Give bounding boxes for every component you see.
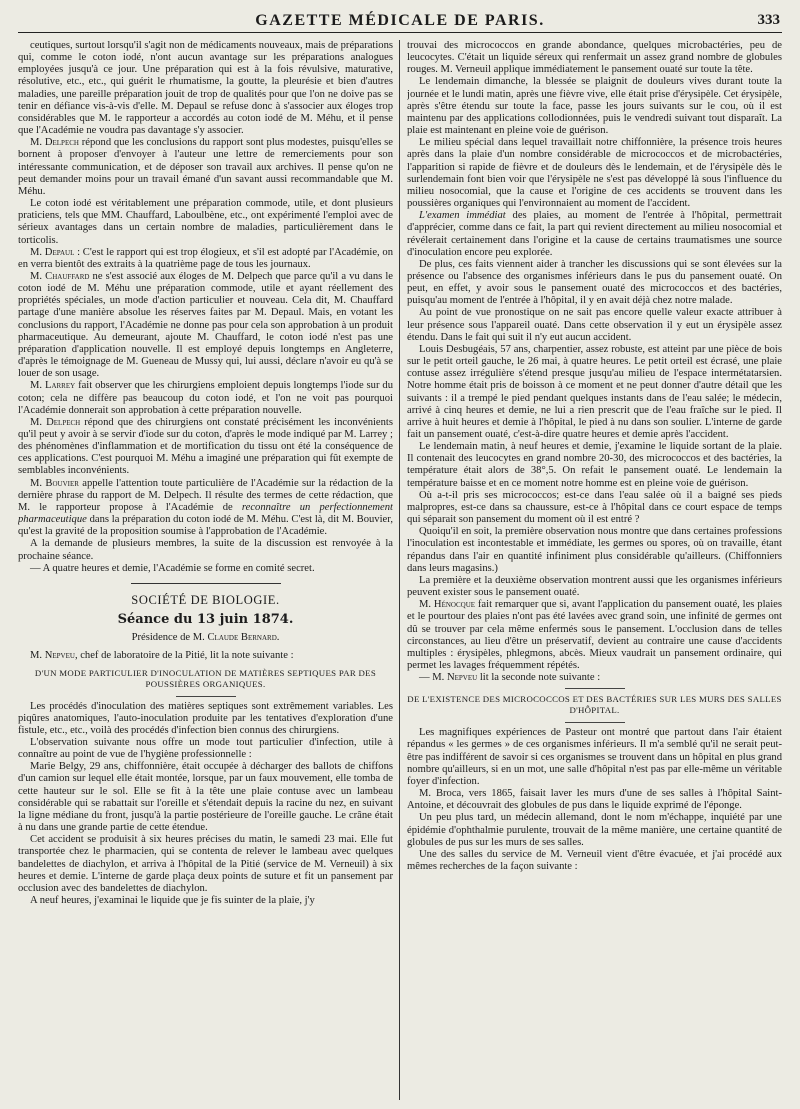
presidence-suffix: . [276, 632, 280, 644]
two-column-body [18, 40, 782, 1100]
paragraph [407, 672, 782, 684]
paragraph: Le coton iodé est véritablement une préparation commode, utile, et dont plusieurs praticiens, tels que MM. Chauffard, Laboulbène, etc., ont expérimenté l'emploi avec de sérieux avantages dans un certain nombre de maladies, particulièrement dans le torticolis. [18, 198, 393, 246]
speaker-name: M. Nepveu [432, 672, 478, 684]
seance-heading: Séance du 13 juin 1874. [117, 612, 294, 628]
emphasis-text: L'examen immédiat [419, 210, 506, 222]
short-rule [565, 722, 625, 723]
paragraph-text: répond que des chirurgiens ont constaté précisément les inconvénients qu'il peut y avoir à se servir d'iode sur du coton, d'après le mode indiqué par M. Larrey ; des phénomènes d'inflammation et de mortification du tissu ont été la conséquence de ces applications. C'est pourquoi M. Méhu a imaginé une préparation qui fût exempte de semblables inconvénients. [18, 416, 393, 477]
paragraph [18, 650, 393, 662]
paragraph-text: ne s'est associé aux éloges de M. Delpech que parce qu'il a vu dans le coton iodé de M. Méhu une préparation commode, utile et ayant réellement des propriétés spéciales, un mode d'action particulier et nouveau. Cela dit, M. Chauffard partage d'une manière absolue les réserves faites par M. Depaul. Mais, en votant les conclusions du rapport, l'Académie ne donne pas pour cela son approbation à un produit pharmaceutique. Au demeurant, ajoute M. Chauffard, le coton iodé n'est pas une préparation d'application nouvelle. Il est employé depuis longtemps en Angleterre, d'après le témoignage de M. Gueneau de Mussy qui, lui aussi, déclare n'avoir eu qu'à se louer de son usage. [18, 270, 393, 380]
paragraph: Où a-t-il pris ses micrococcos; est-ce dans l'eau salée où il a baigné ses pieds malpropres, est-ce dans sa chaussure, est-ce à l'hôpital dans ce court espace de temps qui séparait son pansement du moment où il est entré ? [407, 489, 782, 526]
paragraph-text: répond que les conclusions du rapport sont plus modestes, puisqu'elles se bornent à proposer d'envoyer à l'auteur une lettre de remerciements pour son intéressante communication, et de déposer son travail aux archives. Il pense qu'on ne peut demander moins pour un travail émané d'un savant aussi recommandable que M. Méhu. [18, 137, 393, 197]
paragraph: Au point de vue pronostique on ne sait pas encore quelle valeur exacte attribuer à leur présence sous l'appareil ouaté. Dans cette observation il y eut un érysipèle assez étendu. Dans le fait qui suit il n'y eut aucun accident. [407, 307, 782, 343]
paragraph: Une des salles du service de M. Verneuil vient d'être évacuée, et j'ai procédé aux mêmes recherches de la façon suivante : [407, 848, 782, 872]
paragraph-text: appelle l'attention toute particulière de l'Académie sur la rédaction de la dernière phrase du rapport de M. Delpech. Il résulte des termes de cette rédaction, que M. le rapporteur propose à l'Académie de [18, 477, 393, 513]
paragraph-text: , chef de laboratoire de la Pitié, lit la note suivante : [74, 650, 294, 662]
paragraph-text: fait remarquer que si, avant l'application du pansement ouaté, les plaies et le pourtour des plaies n'ont pas été lavées avec grand soin, une infinité de germes ont dû se trouver par cela même enfermés sous le pansement. L'occlusion dans de telles circonstances, au lieu d'être un préservatif, devient au contraire une cause d'accidents multiples : érysipèles, phlegmons, abcès. Mieux vaudrait un pansement ordinaire, qui permet les lavages fréquemment répétés. [407, 599, 782, 671]
paragraph: Les magnifiques expériences de Pasteur ont montré que partout dans l'air étaient répandus « les germes » de ces organismes inférieurs. Il m'a semblé qu'il ne serait peut-être pas indifférent de savoir si ces organismes se trouvent dans un hôpital en plus grand nombre qu'ailleurs, si en un mot, une salle d'hôpital n'est pas par elle-même un véritable foyer d'infection. [407, 727, 782, 787]
paragraph [18, 478, 393, 539]
speaker-name: M. Depaul [30, 246, 75, 258]
paragraph [407, 210, 782, 259]
paragraph: Le lendemain matin, à neuf heures et demie, j'examine le liquide sortant de la plaie. Il contenait des leucocytes en grand nombre 20-30, des micrococcos et des bactéries, la température était alors de 38°,5. On refait le pansement ouaté. Le lendemain la température baisse et en ce moment notre homme est en pleine voie de guérison. [407, 441, 782, 489]
paragraph: — A quatre heures et demie, l'Académie se forme en comité secret. [30, 562, 315, 574]
paragraph: Quoiqu'il en soit, la première observation nous montre que dans certaines professions l'inoculation est incontestable et immédiate, les germes ou spores, où on travaille, étant répandus dans l'air en quantité infiniment plus considérable qu'ailleurs. (Chiffonniers dans leurs magasins.) [407, 526, 782, 574]
speaker-name: M. Larrey [30, 380, 76, 392]
paragraph-text: : C'est le rapport qui est trop élogieux, et s'il est adopté par l'Académie, on en verra bientôt des extraits à la quatrième page de tous les journaux. [18, 246, 393, 270]
paragraph-text: dans la préparation du coton iodé de M. Méhu. C'est là, dit M. Bouvier, qu'est la gravité de la proposition soumise à l'approbation de l'Académie. [18, 514, 393, 538]
journal-title: GAZETTE MÉDICALE DE PARIS. [255, 12, 545, 29]
page-number: 333 [757, 12, 780, 28]
paragraph: La première et la deuxième observation montrent aussi que les organismes inférieurs peuvent exister sous le pansement ouaté. [407, 574, 782, 599]
presidence-line [18, 632, 393, 644]
speaker-name: M. Nepveu [30, 650, 75, 662]
speaker-name: M. Hénocque [419, 599, 476, 611]
paragraph: ceutiques, surtout lorsqu'il s'agit non de médicaments nouveaux, mais de préparations qui, comme le coton iodé, n'ont aucun avantage sur les préparations analogues employées jusqu'à ce jour. Une préparation qui est à la fois révulsive, maturative, résolutive, etc., etc., qui guérit le rhumatisme, la goutte, la pleurésie et bien d'autres maladies, une pareille préparation jouit de trop de qualités pour que l'on ne doive pas se tenir en défiance vis-à-vis d'elle. M. Depaul se refuse donc à s'associer aux éloges trop considérables que M. le rapporteur a accordés au coton iodé de M. Méhu, et il pense que l'Académie ne voudra pas davantage s'y associer. [18, 40, 393, 137]
speaker-name: M. Chauffard [30, 270, 90, 282]
president-name: Claude Bernard [207, 632, 277, 644]
paragraph: M. Broca, vers 1865, faisait laver les murs d'une de ses salles à l'hôpital Saint-Antoine, et découvrait des globules de pus dans le liquide exprimé de l'éponge. [407, 788, 782, 812]
speaker-name: M. Delpech [30, 137, 79, 149]
running-head [18, 10, 782, 33]
article-title: DE L'EXISTENCE DES MICROCOCCOS ET DES BACTÉRIES SUR LES MURS DES SALLES D'HÔPITAL. [407, 694, 782, 716]
emphasis-text: reconnaître un perfectionnement pharmaceutique [18, 501, 393, 526]
paragraph: De plus, ces faits viennent aider à trancher les discussions qui se sont élevées sur la présence ou l'absence des organismes inférieurs dans le pus du pansement ouaté. On peut, en effet, y avoir sous le pansement ouaté des micrococcos et des bactéries, puisqu'au moment de l'entrée à l'hôpital, il y en avait déjà chez notre malade. [407, 258, 782, 307]
paragraph: Louis Desbugéais, 57 ans, charpentier, assez robuste, est atteint par une pièce de bois sur le petit orteil gauche, le 26 mai, à quatre heures. Le petit orteil est écrasé, une plaie contuse assez irrégulière s'étend presque jusqu'au milieu de l'espace intermétatarsien. Notre homme était pris de boisson à ce moment et ne peut donner d'autre détail que les suivants : il a trempé le pied pendant quelques instants dans de l'eau salée; le médecin, arrivé à cinq heures et demie, ne lui a rien prescrit que de l'eau fraîche sur le pied. Il arrive à huit heures et demie à l'hôpital, le pied à nu dans son soulier. L'interne de garde fait un pansement ouaté, c'est-à-dire quatre heures et demie après l'accident. [407, 343, 782, 440]
short-rule [565, 688, 625, 689]
paragraph: Marie Belgy, 29 ans, chiffonnière, était occupée à décharger des ballots de chiffons d'un camion sur lequel elle était montée, lorsque, par un faux mouvement, elle tomba de cette hauteur sur le sol. Elle se fit à la tête une plaie contuse avec un lambeau considérable qui se rabattait sur l'oreille et s'étendait depuis la racine du nez, en suivant la ligne médiane du front, jusqu'à la partie postérieure de l'oreille gauche. Le crâne était à nu dans une grande partie de cette étendue. [18, 761, 393, 834]
right-column [407, 40, 782, 1100]
paragraph-text: des plaies, au moment de l'entrée à l'hôpital, permettrait d'apprécier, comme dans ce fait, la part qui revient directement au milieu nosocomial et révélerait certainement dans l'origine et la cause de certains traumatismes une source d'inoculation encore peu explorée. [407, 210, 782, 258]
section-divider [131, 583, 281, 584]
paragraph-text: fait observer que les chirurgiens emploient depuis longtemps l'iode sur du coton; cela ne diffère pas beaucoup du coton iodé, et l'on ne voit pas pourquoi l'Académie donnerait son approbation à cette préparation nouvelle. [18, 380, 393, 416]
paragraph [407, 599, 782, 672]
paragraph: trouvai des micrococcos en grande abondance, quelques microbactéries, peu de leucocytes. C'était un liquide séreux qui renfermait un assez grand nombre de globules rouges. M. Verneuil applique immédiatement le pansement ouaté sur toute la tête. [407, 40, 782, 76]
paragraph: Un peu plus tard, un médecin allemand, dont le nom m'échappe, inquiété par une épidémie d'ophthalmie purulente, trouvait de la même manière, une certaine quantité de globules de pus sur les murs de ses salles. [407, 812, 782, 848]
paragraph: Le milieu spécial dans lequel travaillait notre chiffonnière, la présence trois heures après dans la plaie d'un nombre considérable de micrococcos et de microbactéries, l'apparition si rapide de fièvre et de douleurs dès le lendemain, et de l'érysipèle dès le surlendemain font bien voir que l'érysipèle ne s'est pas développé là sous l'influence du milieu nosocomial, que la cause et l'origine de ces accidents se trouvent dans les poussières organiques qui l'environnaient au moment de l'accident. [407, 137, 782, 210]
paragraph [18, 417, 393, 478]
paragraph: A la demande de plusieurs membres, la suite de la discussion est renvoyée à la prochaine séance. [18, 538, 393, 562]
paragraph [18, 137, 393, 198]
paragraph: Cet accident se produisit à six heures précises du matin, le samedi 23 mai. Elle fut transportée chez le pharmacien, qui se contenta de relever le lambeau avec quelques bandelettes de diachylon, et arriva à l'hôpital de la Pitié (service de M. Verneuil) à six heures et demie. L'interne de garde plaça deux points de suture et fit un pansement par occlusion avec des bandelettes de diachylon. [18, 834, 393, 894]
section-title: SOCIÉTÉ DE BIOLOGIE. [131, 592, 280, 607]
paragraph: Le lendemain dimanche, la blessée se plaignit de douleurs vives durant toute la journée et le lundi matin, après une fièvre vive, elle était prise d'érysipèle. Cet érysipèle, après s'être étendu sur toute la face, passe les jours suivants sur le cou, où il est maintenu par des applications collodionnées, puis le vendredi suivant tout disparaît. La plaie est maintenant en pleine voie de guérison. [407, 76, 782, 137]
paragraph [18, 380, 393, 416]
paragraph [18, 247, 393, 271]
column-rule [399, 40, 400, 1100]
dash-prefix: — [419, 672, 433, 684]
paragraph-text: lit la seconde note suivante : [477, 672, 601, 684]
paragraph: L'observation suivante nous offre un mode tout particulier d'infection, utile à connaître au point de vue de l'hygiène professionnelle : [18, 736, 393, 761]
paragraph: Les procédés d'inoculation des matières septiques sont extrêmement variables. Les piqûres anatomiques, l'auto-inoculation produite par les tentatives d'exploration d'une fistule, etc., etc., voilà des procédés d'infection bien connus des chirurgiens. [18, 700, 393, 736]
left-column [18, 40, 393, 1100]
presidence-prefix: Présidence de M. [131, 632, 208, 644]
article-title: D'UN MODE PARTICULIER D'INOCULATION DE MATIÈRES SEPTIQUES PAR DES POUSSIÈRES ORGANIQUES. [34, 667, 377, 689]
speaker-name: M. Bouvier [30, 477, 79, 489]
paragraph [18, 271, 393, 380]
paragraph: A neuf heures, j'examinai le liquide que je fis suinter de la plaie, j'y [30, 895, 315, 906]
journal-page [18, 10, 782, 1102]
short-rule [176, 696, 236, 697]
speaker-name: M. Delpech [30, 416, 81, 428]
